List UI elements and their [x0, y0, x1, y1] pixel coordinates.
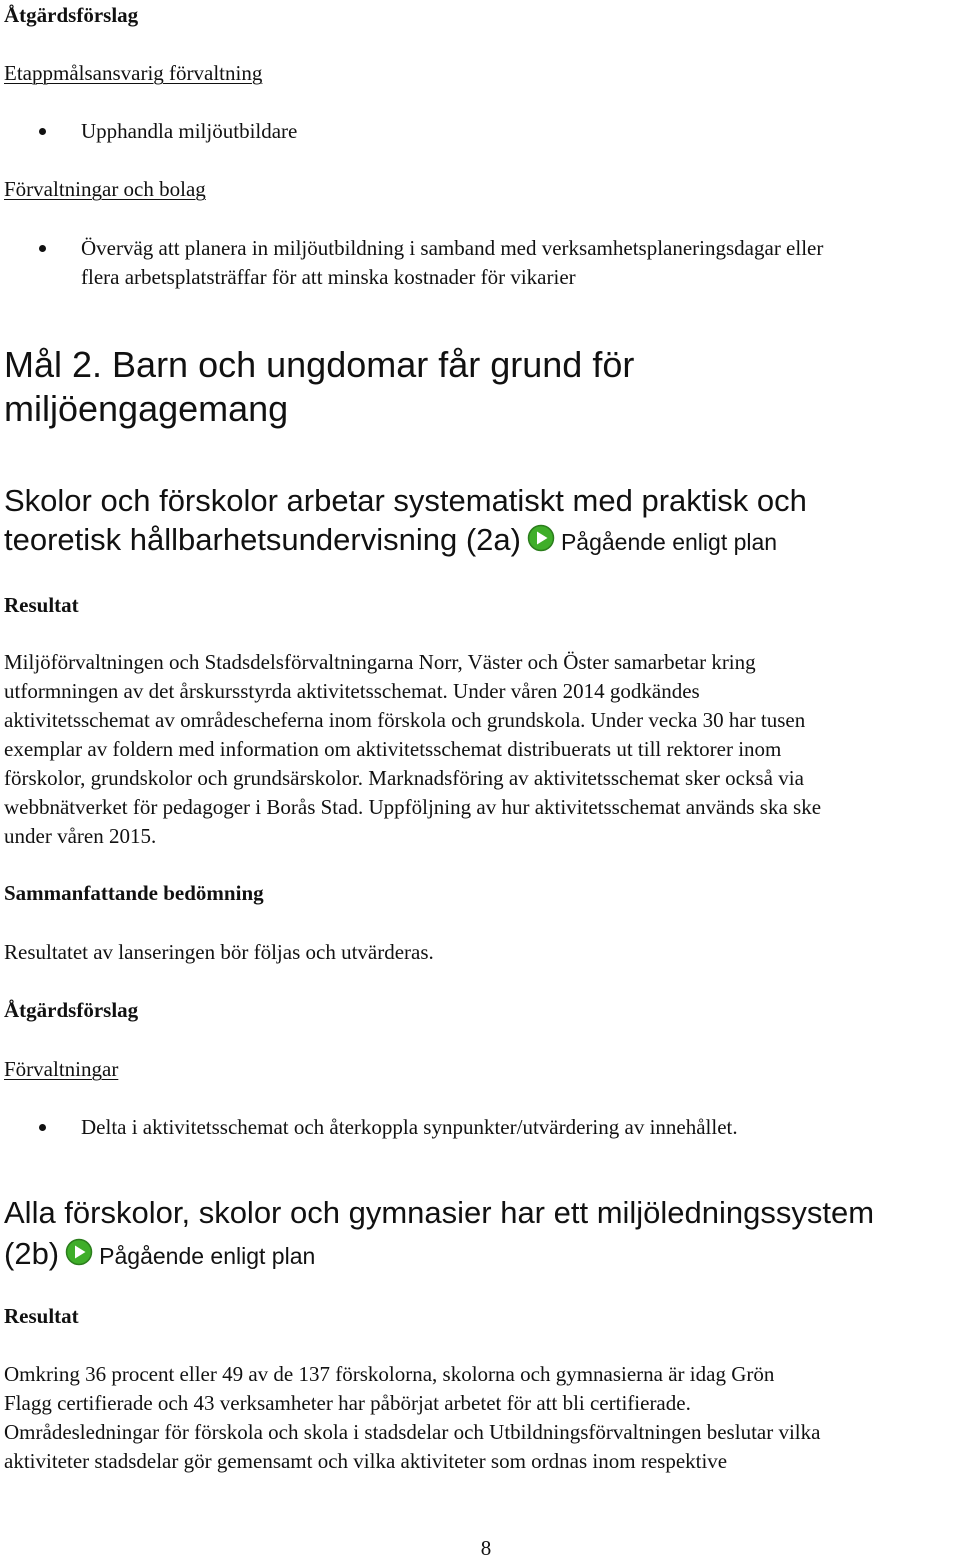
- paragraph-line: Omkring 36 procent eller 49 av de 137 förskolorna, skolorna och gymnasierna är idag Grön: [4, 1362, 775, 1386]
- target-title: Alla förskolor, skolor och gymnasier har ett miljöledningssystem: [4, 1195, 875, 1230]
- paragraph-line: Områdesledningar för förskola och skola i stadsdelar och Utbildningsförvaltningen beslutar vilka: [4, 1420, 821, 1444]
- target-title: teoretisk hållbarhetsundervisning (2a): [4, 522, 521, 557]
- paragraph-line: aktivitetsschemat av områdescheferna inom förskola och grundskola. Under vecka 30 har tusen: [4, 708, 806, 732]
- target-title-row: [4, 1234, 315, 1276]
- goal-title: miljöengagemang: [4, 388, 289, 429]
- bullet-icon: [39, 1124, 46, 1131]
- goal-title: Mål 2. Barn och ungdomar får grund för: [4, 344, 635, 385]
- result-heading: Resultat: [4, 1304, 79, 1328]
- green-play-icon: [527, 524, 555, 552]
- target-title: (2b): [4, 1236, 60, 1271]
- summary-heading: Sammanfattande bedömning: [4, 881, 264, 905]
- status-label: Pågående enligt plan: [99, 1243, 316, 1269]
- actions-heading: Åtgärdsförslag: [4, 3, 139, 27]
- green-play-icon: [65, 1238, 93, 1266]
- summary-text: Resultatet av lanseringen bör följas och utvärderas.: [4, 940, 434, 964]
- bullet-icon: [39, 128, 46, 135]
- responsible-group-label: Förvaltningar och bolag: [4, 177, 206, 201]
- result-paragraph: [4, 1360, 960, 1476]
- page-number: 8: [480, 1536, 492, 1560]
- paragraph-line: exemplar av foldern med information om aktivitetsschemat distribuerats ut till rektorer inom: [4, 737, 782, 761]
- paragraph-line: webbnätverket för pedagoger i Borås Stad. Uppföljning av hur aktivitetsschemat används ska ske: [4, 795, 822, 819]
- paragraph-line: utformningen av det årskursstyrda aktivitetsschemat. Under våren 2014 godkändes: [4, 679, 700, 703]
- target-title-row: [4, 520, 777, 562]
- target-title: Skolor och förskolor arbetar systematiskt med praktisk och: [4, 483, 807, 518]
- list-item-text: Delta i aktivitetsschemat och återkoppla synpunkter/utvärdering av innehållet.: [81, 1115, 738, 1139]
- actions-heading: Åtgärdsförslag: [4, 998, 139, 1022]
- list-item: [0, 117, 960, 146]
- list-item-text: flera arbetsplatsträffar för att minska kostnader för vikarier: [81, 265, 576, 289]
- list-item: [0, 234, 960, 292]
- list-item: [0, 1113, 960, 1142]
- result-heading: Resultat: [4, 593, 79, 617]
- result-paragraph: [4, 648, 960, 851]
- responsible-group-label: Förvaltningar: [4, 1057, 119, 1081]
- list-item-text: Upphandla miljöutbildare: [81, 119, 298, 143]
- paragraph-line: under våren 2015.: [4, 824, 157, 848]
- paragraph-line: förskolor, grundskolor och grundsärskolor. Marknadsföring av aktivitetsschemat sker också via: [4, 766, 804, 790]
- paragraph-line: Flagg certifierade och 43 verksamheter har påbörjat arbetet för att bli certifierade.: [4, 1391, 691, 1415]
- paragraph-line: aktiviteter stadsdelar gör gemensamt och vilka aktiviteter som ordnas inom respektive: [4, 1449, 728, 1473]
- responsible-group-label: Etappmålsansvarig förvaltning: [4, 61, 263, 85]
- list-item-text: Överväg att planera in miljöutbildning i samband med verksamhetsplaneringsdagar eller: [81, 236, 824, 260]
- bullet-icon: [39, 245, 46, 252]
- paragraph-line: Miljöförvaltningen och Stadsdelsförvaltningarna Norr, Väster och Öster samarbetar kring: [4, 650, 756, 674]
- status-label: Pågående enligt plan: [560, 529, 778, 555]
